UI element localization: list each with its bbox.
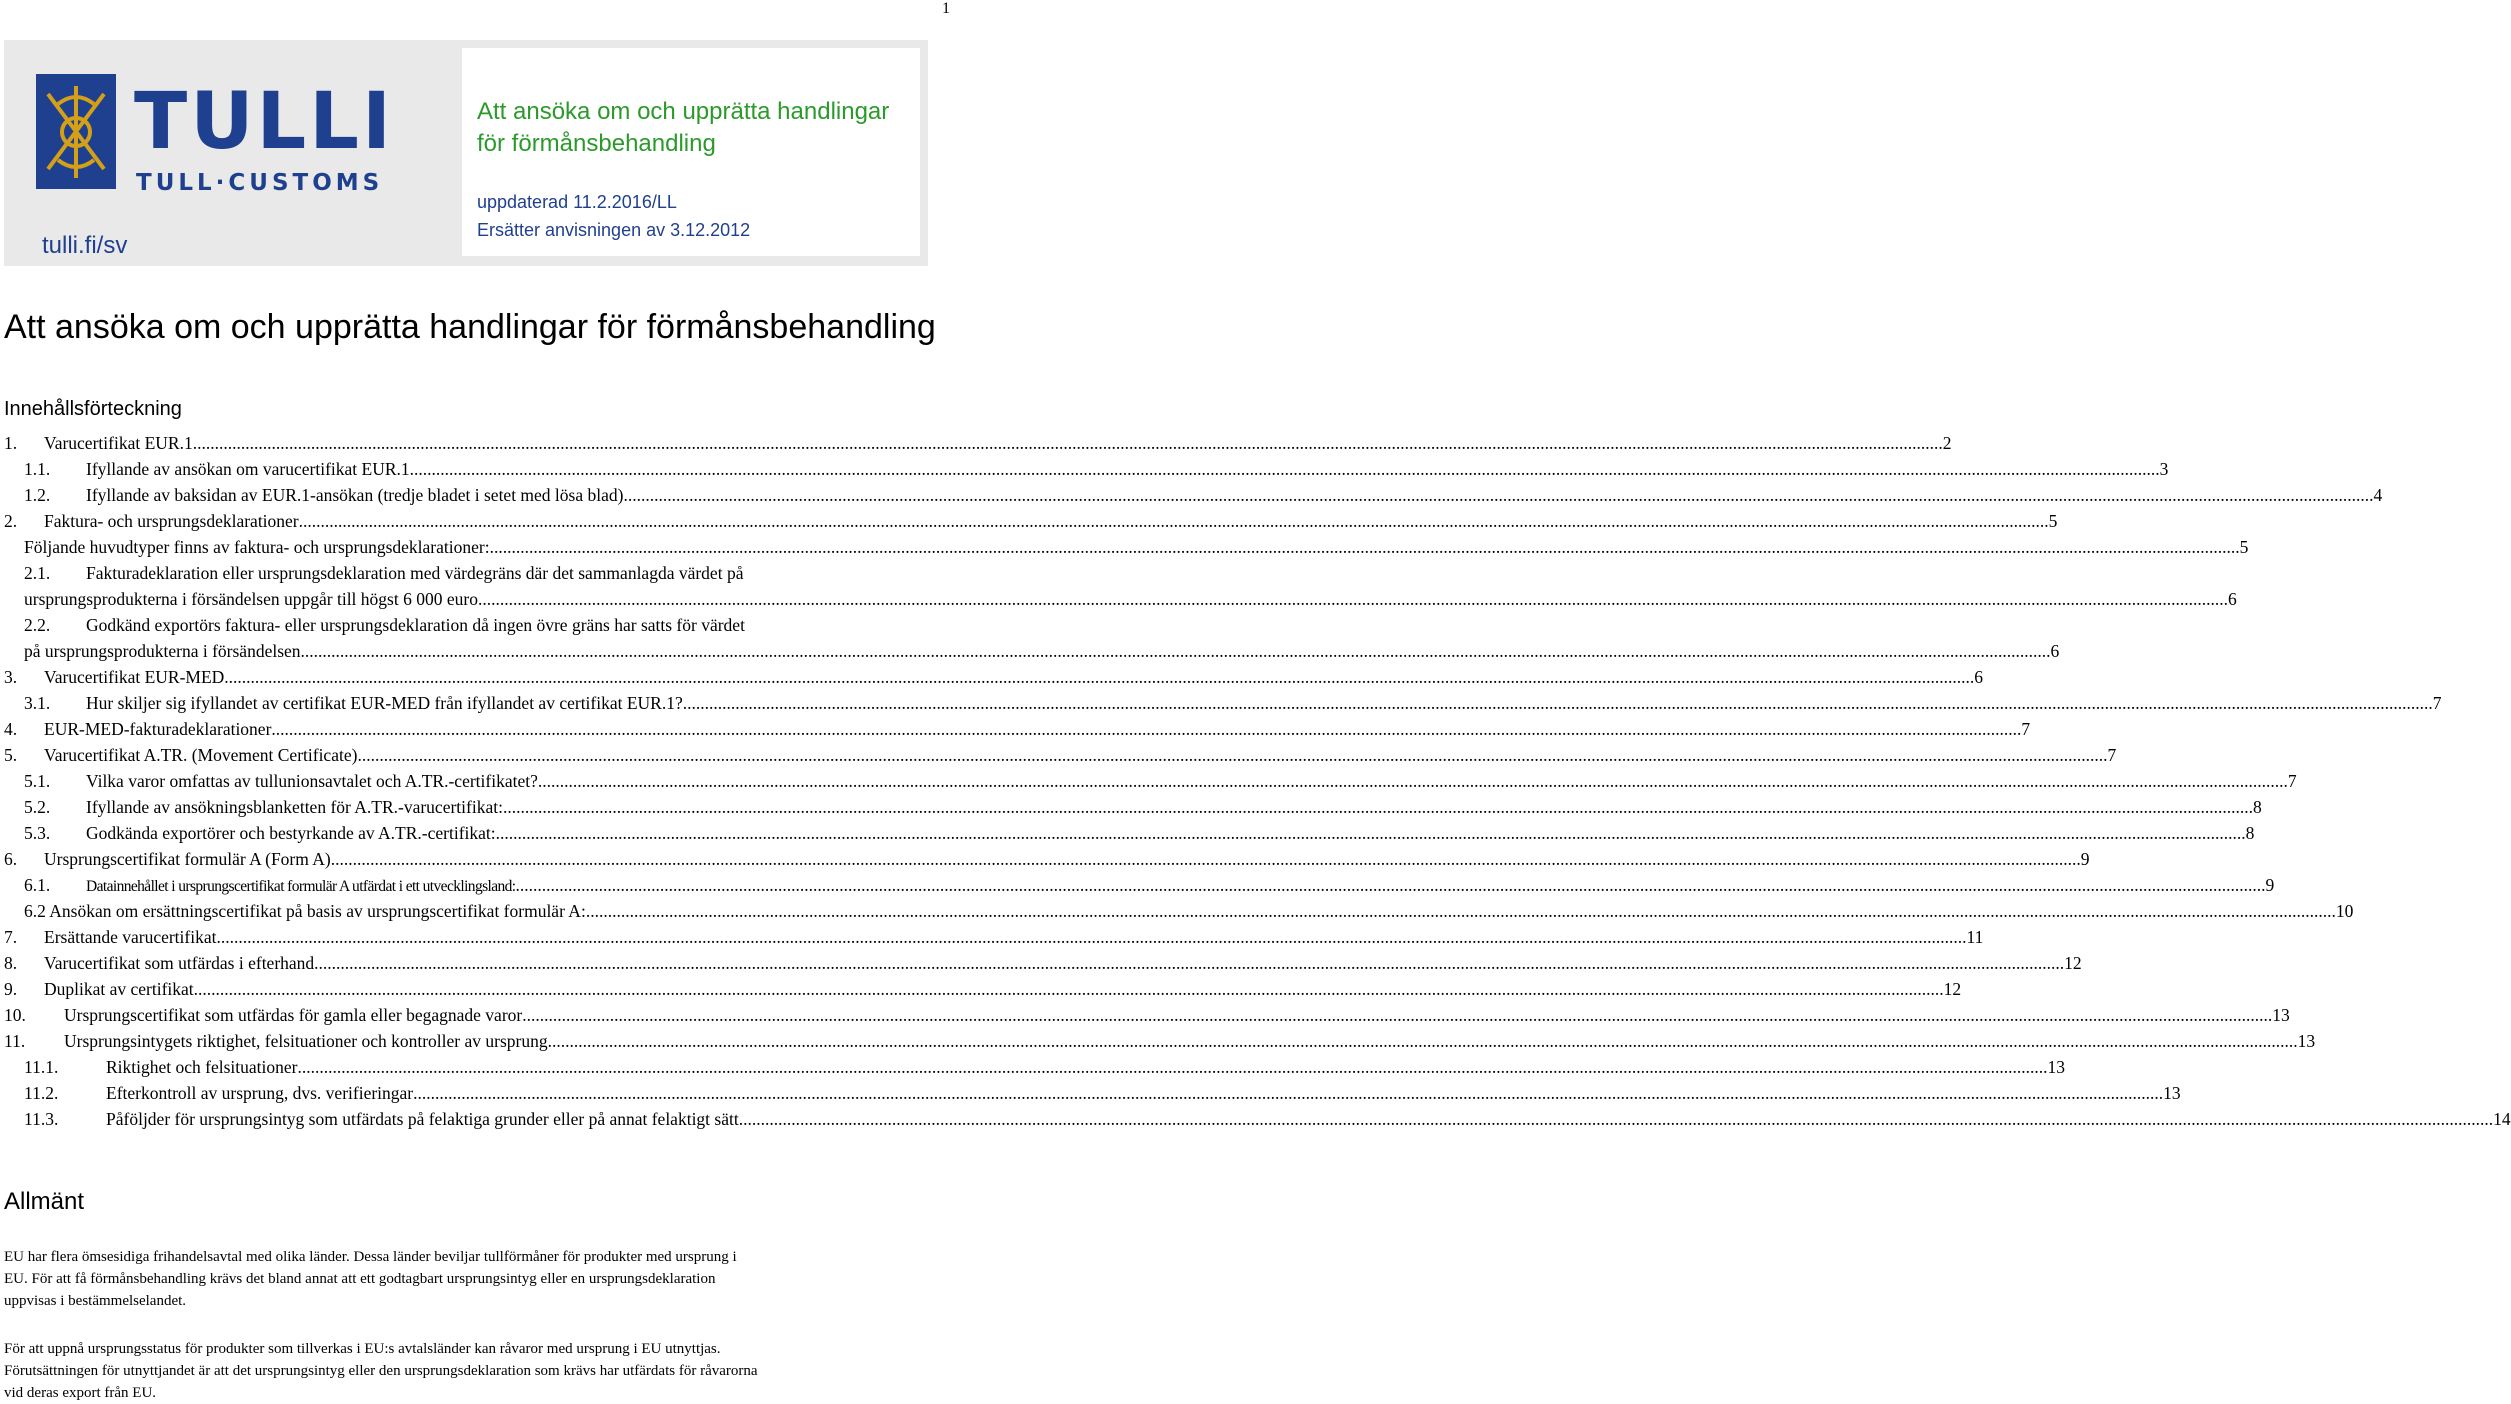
toc-page-number: 4 bbox=[2373, 485, 2383, 505]
toc-page-number: 10 bbox=[2335, 901, 2354, 921]
toc-entry-title: Ursprungscertifikat formulär A (Form A) bbox=[44, 849, 331, 869]
toc-page-number: 7 bbox=[2287, 771, 2297, 791]
toc-dot-leader: ................................................................................................................................................................................................................................................................................................................................................................................................................ bbox=[502, 797, 2253, 817]
toc-page-number: 13 bbox=[2047, 1057, 2065, 1077]
toc-heading: Innehållsförteckning bbox=[4, 398, 182, 420]
toc-page-number: 9 bbox=[2080, 849, 2090, 869]
toc-dot-leader: ................................................................................................................................................................................................................................................................................................................................................................................................................ bbox=[300, 641, 2051, 661]
toc-entry-title: EUR-MED-fakturadeklarationer bbox=[44, 719, 272, 739]
toc-entry-number: 2. bbox=[4, 511, 18, 531]
toc-page-number: 8 bbox=[2252, 797, 2262, 817]
banner-title: Att ansöka om och upprätta handlingar för förmånsbehandling bbox=[477, 98, 890, 157]
toc-entry-number: 7. bbox=[4, 927, 18, 947]
toc-page-number: 12 bbox=[1943, 979, 1962, 999]
toc-entry-title: Ersättande varucertifikat bbox=[44, 927, 217, 947]
toc-entry-title: 6.2 Ansökan om ersättningscertifikat på basis av ursprungscertifikat formulär A: bbox=[24, 901, 586, 921]
toc-entry-number: 5.3. bbox=[24, 823, 51, 843]
toc-entry-title: Duplikat av certifikat bbox=[44, 979, 194, 999]
toc-page-number: 12 bbox=[2064, 953, 2082, 973]
section-heading-allmant: Allmänt bbox=[4, 1188, 85, 1215]
toc-page-number: 13 bbox=[2163, 1083, 2181, 1103]
banner-title-panel bbox=[462, 48, 920, 256]
toc-page-number: 11 bbox=[1966, 927, 1984, 947]
toc-dot-leader: ................................................................................................................................................................................................................................................................................................................................................................................................................ bbox=[623, 485, 2374, 505]
paragraph-line: För att uppnå ursprungsstatus för produkter som tillverkas i EU:s avtalsländer kan råvaror med ursprung i EU utnyttjas. bbox=[4, 1341, 721, 1357]
toc-entry-number: 8. bbox=[4, 953, 18, 973]
toc-entry-title: Ursprungscertifikat som utfärdas för gamla eller begagnade varor bbox=[64, 1005, 523, 1025]
toc-page-number: 6 bbox=[2227, 589, 2237, 609]
toc-entry-number: 2.2. bbox=[24, 615, 51, 635]
toc-entry-title: Varucertifikat EUR.1 bbox=[44, 433, 193, 453]
toc-entry-title: Fakturadeklaration eller ursprungsdeklaration med värdegräns där det sammanlagda värdet på bbox=[86, 563, 744, 583]
toc-page-number: 13 bbox=[2272, 1005, 2290, 1025]
toc-dot-leader: ................................................................................................................................................................................................................................................................................................................................................................................................................ bbox=[495, 823, 2246, 843]
updated-date: uppdaterad 11.2.2016/LL bbox=[477, 192, 677, 212]
toc-dot-leader: ................................................................................................................................................................................................................................................................................................................................................................................................................ bbox=[537, 771, 2288, 791]
toc-dot-leader: ................................................................................................................................................................................................................................................................................................................................................................................................................ bbox=[585, 901, 2336, 921]
toc-dot-leader: ................................................................................................................................................................................................................................................................................................................................................................................................................ bbox=[515, 875, 2266, 895]
logo-subtext: TULL·CUSTOMS bbox=[136, 170, 384, 196]
toc-dot-leader: ................................................................................................................................................................................................................................................................................................................................................................................................................ bbox=[314, 953, 2065, 973]
toc-page-number: 7 bbox=[2021, 719, 2031, 739]
toc-dot-leader: ................................................................................................................................................................................................................................................................................................................................................................................................................ bbox=[413, 1083, 2164, 1103]
toc-entry-number: 10. bbox=[4, 1005, 26, 1025]
toc-dot-leader: ................................................................................................................................................................................................................................................................................................................................................................................................................ bbox=[224, 667, 1975, 687]
toc-dot-leader: ................................................................................................................................................................................................................................................................................................................................................................................................................ bbox=[193, 979, 1944, 999]
toc-entry-number: 1.2. bbox=[24, 485, 51, 505]
toc-entry-title: Riktighet och felsituationer bbox=[106, 1057, 298, 1077]
toc-page-number: 2 bbox=[1942, 433, 1952, 453]
toc-entry-title: Datainnehållet i ursprungscertifikat formulär A utfärdat i ett utvecklingsland: bbox=[86, 878, 516, 895]
toc-entry-number: 6. bbox=[4, 849, 18, 869]
toc-page-number: 6 bbox=[1974, 667, 1984, 687]
toc-entry-title: Påföljder för ursprungsintyg som utfärdats på felaktiga grunder eller på annat felaktigt sätt. bbox=[106, 1109, 744, 1129]
toc-entry-title: Ifyllande av ansökan om varucertifikat EUR.1 bbox=[86, 459, 410, 479]
customs-emblem-icon bbox=[36, 74, 116, 189]
paragraph-line: vid deras export från EU. bbox=[4, 1385, 157, 1401]
paragraph-line: Förutsättningen för utnyttjandet är att det ursprungsintyg eller den ursprungsdeklaration som krävs har utfärdats för råvarorna bbox=[4, 1363, 758, 1379]
toc-dot-leader: ................................................................................................................................................................................................................................................................................................................................................................................................................ bbox=[743, 1109, 2494, 1129]
toc-dot-leader: ................................................................................................................................................................................................................................................................................................................................................................................................................ bbox=[477, 589, 2228, 609]
toc-entry-number: 1.1. bbox=[24, 459, 51, 479]
toc-entry-title: Varucertifikat som utfärdas i efterhand bbox=[44, 953, 315, 973]
toc-page-number: 3 bbox=[2159, 459, 2169, 479]
toc-entry-title: på ursprungsprodukterna i försändelsen bbox=[24, 641, 301, 661]
toc-page-number: 7 bbox=[2432, 693, 2442, 713]
toc-entry-title: ursprungsprodukterna i försändelsen uppgår till högst 6 000 euro bbox=[24, 589, 478, 609]
toc-dot-leader: ................................................................................................................................................................................................................................................................................................................................................................................................................ bbox=[192, 433, 1943, 453]
toc-entry-number: 1. bbox=[4, 433, 18, 453]
toc-dot-leader: ................................................................................................................................................................................................................................................................................................................................................................................................................ bbox=[522, 1005, 2273, 1025]
toc-dot-leader: ................................................................................................................................................................................................................................................................................................................................................................................................................ bbox=[357, 745, 2108, 765]
toc-page-number: 6 bbox=[2050, 641, 2060, 661]
toc-page-number: 8 bbox=[2245, 823, 2255, 843]
toc-entry-number: 11. bbox=[4, 1031, 26, 1051]
toc-dot-leader: ................................................................................................................................................................................................................................................................................................................................................................................................................ bbox=[547, 1031, 2298, 1051]
toc-entry-number: 4. bbox=[4, 719, 18, 739]
replaces-note: Ersätter anvisningen av 3.12.2012 bbox=[477, 220, 751, 240]
toc-entry-number: 5.1. bbox=[24, 771, 51, 791]
toc-entry-number: 3.1. bbox=[24, 693, 51, 713]
intro-paragraph-1 bbox=[4, 1246, 954, 1312]
toc-entry-number: 2.1. bbox=[24, 563, 51, 583]
toc-entry-title: Efterkontroll av ursprung, dvs. verifieringar bbox=[106, 1083, 414, 1103]
toc-entry-title: Ifyllande av ansökningsblanketten för A.TR.-varucertifikat: bbox=[86, 797, 503, 817]
logo-wordmark: TULLI bbox=[134, 77, 394, 167]
toc-entry-title: Faktura- och ursprungsdeklarationer bbox=[44, 511, 299, 531]
toc-entry-title: Följande huvudtyper finns av faktura- och ursprungsdeklarationer: bbox=[24, 537, 490, 557]
toc-page-number: 5 bbox=[2048, 511, 2058, 531]
toc-entry-title: Godkänd exportörs faktura- eller ursprungsdeklaration då ingen övre gräns har satts för värdet bbox=[86, 615, 745, 635]
toc-page-number: 5 bbox=[2239, 537, 2249, 557]
update-info bbox=[477, 188, 750, 244]
paragraph-line: uppvisas i bestämmelselandet. bbox=[4, 1293, 187, 1309]
toc-dot-leader: ................................................................................................................................................................................................................................................................................................................................................................................................................ bbox=[489, 537, 2240, 557]
site-link[interactable]: tulli.fi/sv bbox=[42, 232, 128, 259]
toc-dot-leader: ................................................................................................................................................................................................................................................................................................................................................................................................................ bbox=[271, 719, 2022, 739]
toc-page-number: 14 bbox=[2493, 1109, 2511, 1129]
toc-entry-number: 6.1. bbox=[24, 875, 51, 895]
toc-entry-title: Varucertifikat EUR-MED bbox=[44, 667, 225, 687]
toc-page-number: 7 bbox=[2107, 745, 2117, 765]
toc-dot-leader: ................................................................................................................................................................................................................................................................................................................................................................................................................ bbox=[298, 511, 2049, 531]
page-number: 1 bbox=[942, 0, 950, 17]
toc-entry-number: 5. bbox=[4, 745, 18, 765]
toc-dot-leader: ................................................................................................................................................................................................................................................................................................................................................................................................................ bbox=[216, 927, 1967, 947]
header-banner bbox=[4, 40, 928, 266]
toc-entry-title: Varucertifikat A.TR. (Movement Certificate) bbox=[44, 745, 358, 765]
toc-page-number: 9 bbox=[2265, 875, 2275, 895]
toc-page-number: 13 bbox=[2297, 1031, 2316, 1051]
toc-entry-title: Ifyllande av baksidan av EUR.1-ansökan (tredje bladet i setet med lösa blad) bbox=[86, 485, 624, 505]
toc-entry-title: Vilka varor omfattas av tullunionsavtalet och A.TR.-certifikatet? bbox=[86, 771, 538, 791]
toc-entry-number: 11.1. bbox=[24, 1057, 59, 1077]
paragraph-line: EU. För att få förmånsbehandling krävs det bland annat att ett godtagbart ursprungsintyg eller en ursprungsdeklaration bbox=[4, 1271, 716, 1287]
intro-paragraph-2 bbox=[4, 1338, 954, 1404]
toc-dot-leader: ................................................................................................................................................................................................................................................................................................................................................................................................................ bbox=[409, 459, 2160, 479]
toc-entry-number: 11.2. bbox=[24, 1083, 59, 1103]
toc-entry-title: Godkända exportörer och bestyrkande av A.TR.-certifikat: bbox=[86, 823, 496, 843]
toc-entry-number: 11.3. bbox=[24, 1109, 59, 1129]
toc-dot-leader: ................................................................................................................................................................................................................................................................................................................................................................................................................ bbox=[297, 1057, 2048, 1077]
toc-entry-number: 9. bbox=[4, 979, 18, 999]
toc-entry-number: 3. bbox=[4, 667, 18, 687]
paragraph-line: EU har flera ömsesidiga frihandelsavtal med olika länder. Dessa länder beviljar tullförmåner för produkter med ursprung i bbox=[4, 1249, 737, 1265]
toc-dot-leader: ................................................................................................................................................................................................................................................................................................................................................................................................................ bbox=[330, 849, 2081, 869]
toc-entry-number: 5.2. bbox=[24, 797, 51, 817]
document-title: Att ansöka om och upprätta handlingar för förmånsbehandling bbox=[4, 308, 936, 346]
toc-entry-title: Hur skiljer sig ifyllandet av certifikat EUR-MED från ifyllandet av certifikat EUR.1? bbox=[86, 693, 683, 713]
toc-dot-leader: ................................................................................................................................................................................................................................................................................................................................................................................................................ bbox=[682, 693, 2433, 713]
toc-entry-title: Ursprungsintygets riktighet, felsituationer och kontroller av ursprung bbox=[64, 1031, 548, 1051]
